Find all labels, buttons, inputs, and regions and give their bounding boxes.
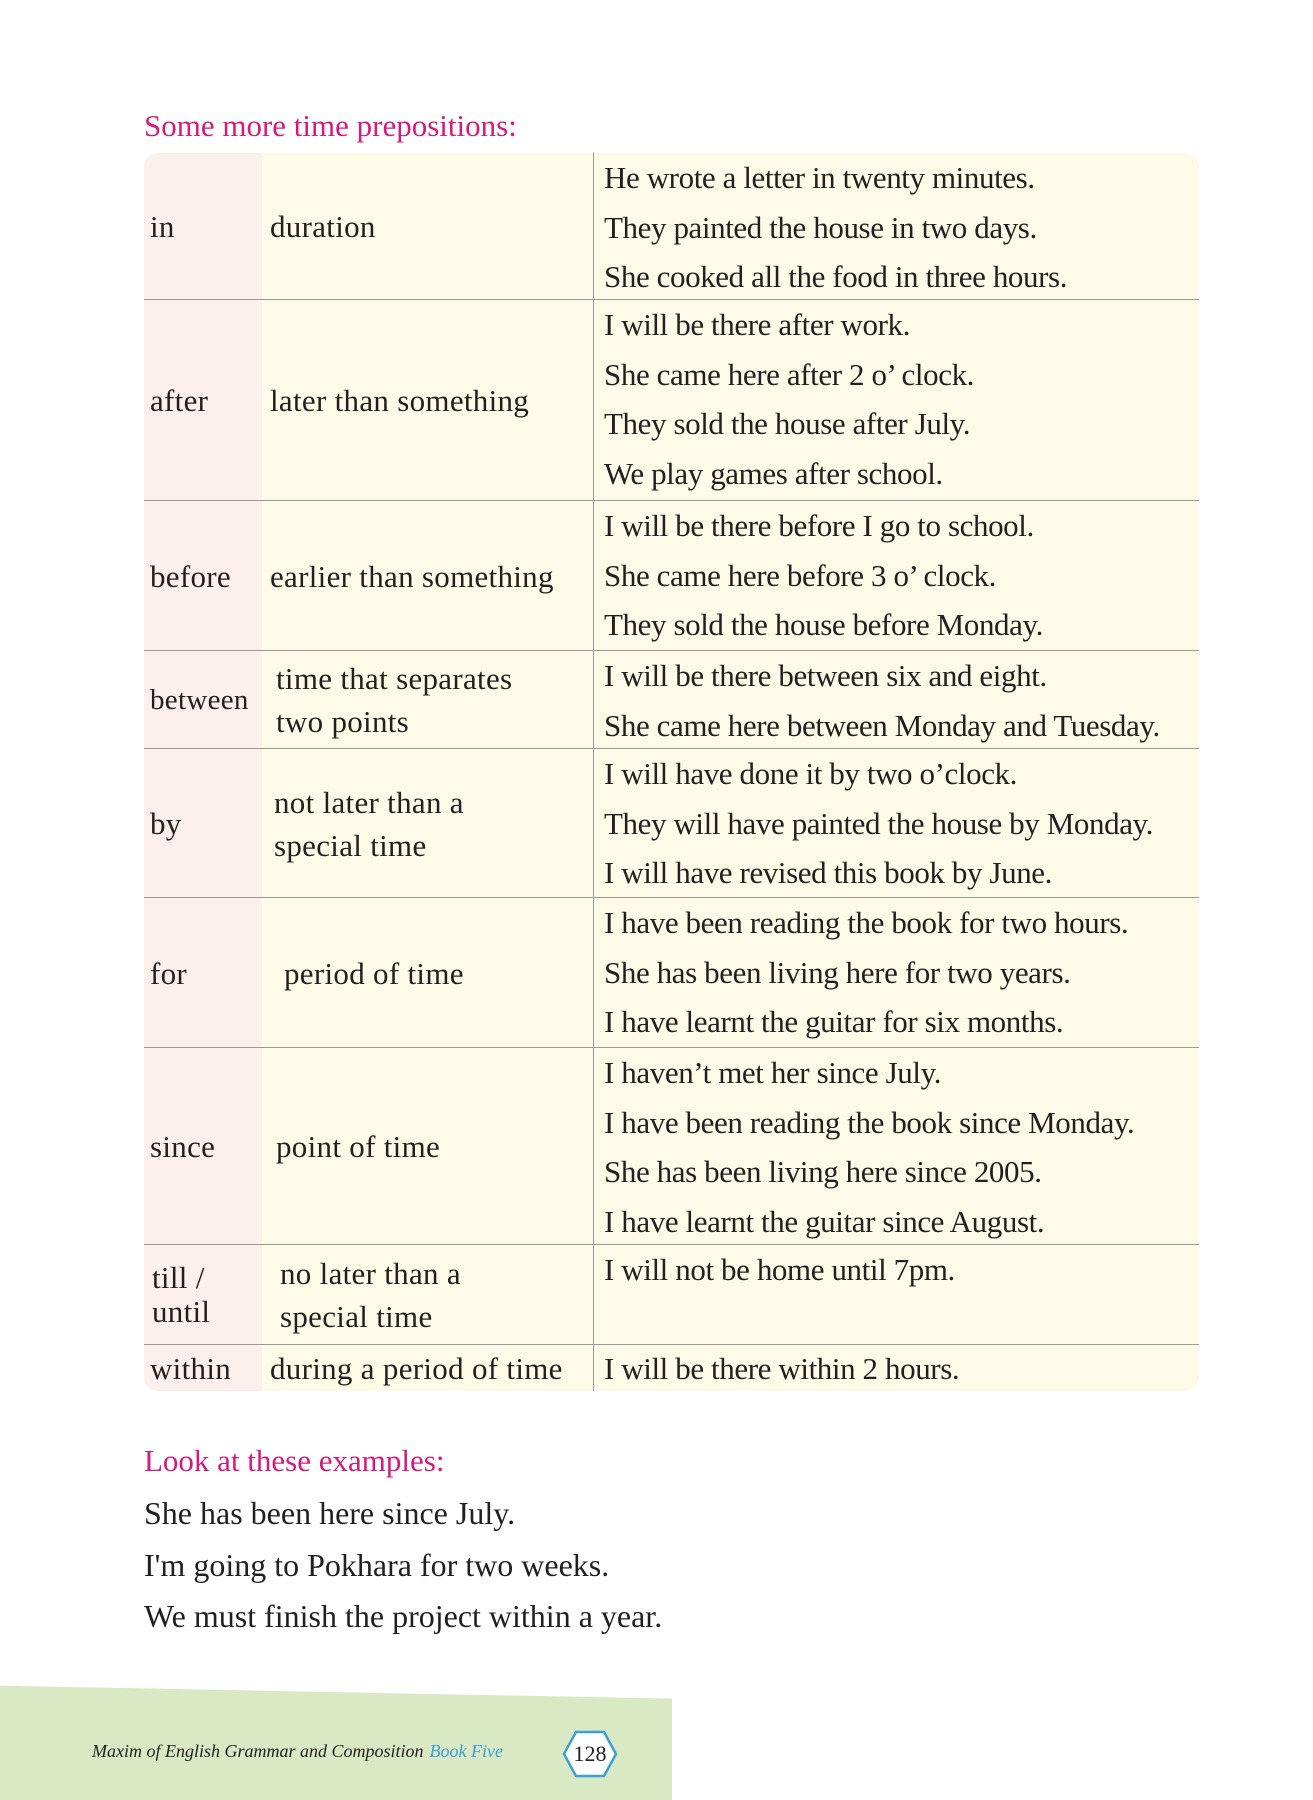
footer-book-label: Book Five [429,1741,503,1761]
table-row [144,748,1199,898]
example-line: I'm going to Pokhara for two weeks. [144,1546,610,1583]
example-sentence: They sold the house after July. [604,406,971,441]
preposition-cell: till / until [152,1260,211,1329]
preposition-cell: within [150,1351,232,1386]
example-sentence: I have been reading the book since Monday. [604,1104,1135,1140]
example-sentence: I will be there within 2 hours. [604,1351,960,1386]
table-row [144,1047,1199,1245]
example-line: She has been here since July. [144,1495,516,1531]
preposition-cell: before [150,558,231,594]
example-sentence: I will be there between six and eight. [604,658,1047,693]
example-sentence: I will have done it by two o’clock. [604,756,1018,791]
examples-cell [604,501,1199,650]
meaning-cell: during a period of time [270,1351,563,1386]
meaning-cell: later than something [270,383,530,418]
meaning-cell: time that separates two points [276,661,513,739]
prepositions-table [144,153,1199,1391]
examples-cell [604,1048,1199,1246]
meaning-cell: earlier than something [270,558,554,594]
section-heading-examples: Look at these examples: [144,1443,445,1478]
examples-cell [604,300,1199,498]
example-sentence: I have learnt the guitar for six months. [604,1004,1064,1039]
example-sentence: We play games after school. [604,455,943,491]
example-sentence: She came here before 3 o’ clock. [604,557,997,593]
preposition-cell: between [150,683,249,716]
page-number-badge [562,1730,618,1778]
examples-cell [604,651,1199,750]
table-row [144,299,1199,501]
table-row [144,1244,1199,1345]
example-sentence: She came here between Monday and Tuesday. [604,707,1160,743]
examples-cell [604,898,1199,1047]
example-sentence: They painted the house in two days. [604,209,1037,245]
preposition-cell: for [150,955,188,991]
preposition-cell: after [150,383,209,418]
table-row [144,500,1199,651]
table-row [144,1344,1199,1391]
example-sentence: I have learnt the guitar since August. [604,1203,1045,1239]
meaning-cell: not later than a special time [274,784,464,863]
example-sentence: I will be there before I go to school. [604,508,1034,543]
column-divider [593,153,594,1391]
meaning-cell: no later than a special time [280,1256,461,1334]
example-sentence: I have been reading the book for two hours. [604,905,1129,940]
table-row [144,650,1199,749]
footer-series-title: Maxim of English Grammar and Composition [92,1741,424,1761]
meaning-cell: period of time [284,955,464,991]
example-sentence: She has been living here since 2005. [604,1154,1042,1189]
table-row [144,897,1199,1048]
examples-list [144,1488,662,1643]
example-sentence: I will be there after work. [604,307,910,342]
example-sentence: I will not be home until 7pm. [604,1252,955,1287]
example-sentence: She cooked all the food in three hours. [604,259,1068,294]
preposition-cell: since [150,1129,216,1164]
example-sentence: She has been living here for two years. [604,954,1071,990]
meaning-cell: duration [270,208,376,244]
page-number: 128 [573,1741,607,1766]
example-sentence: She came here after 2 o’ clock. [604,356,975,392]
example-sentence: I will have revised this book by June. [604,855,1052,890]
example-line: We must finish the project within a year. [144,1598,663,1634]
preposition-cell: by [150,806,182,841]
examples-cell [604,749,1199,898]
meaning-cell: point of time [276,1129,441,1164]
examples-cell [604,1345,1199,1391]
table-row [144,153,1199,299]
example-sentence: They sold the house before Monday. [604,607,1043,642]
section-heading-more-prepositions: Some more time prepositions: [144,108,517,143]
example-sentence: He wrote a letter in twenty minutes. [604,160,1035,195]
example-sentence: They will have painted the house by Monday. [604,805,1153,841]
example-sentence: I haven’t met her since July. [604,1055,942,1090]
preposition-cell: in [150,208,175,244]
footer-book-title [92,1741,503,1762]
examples-cell [604,1245,1199,1295]
examples-cell [604,153,1199,302]
